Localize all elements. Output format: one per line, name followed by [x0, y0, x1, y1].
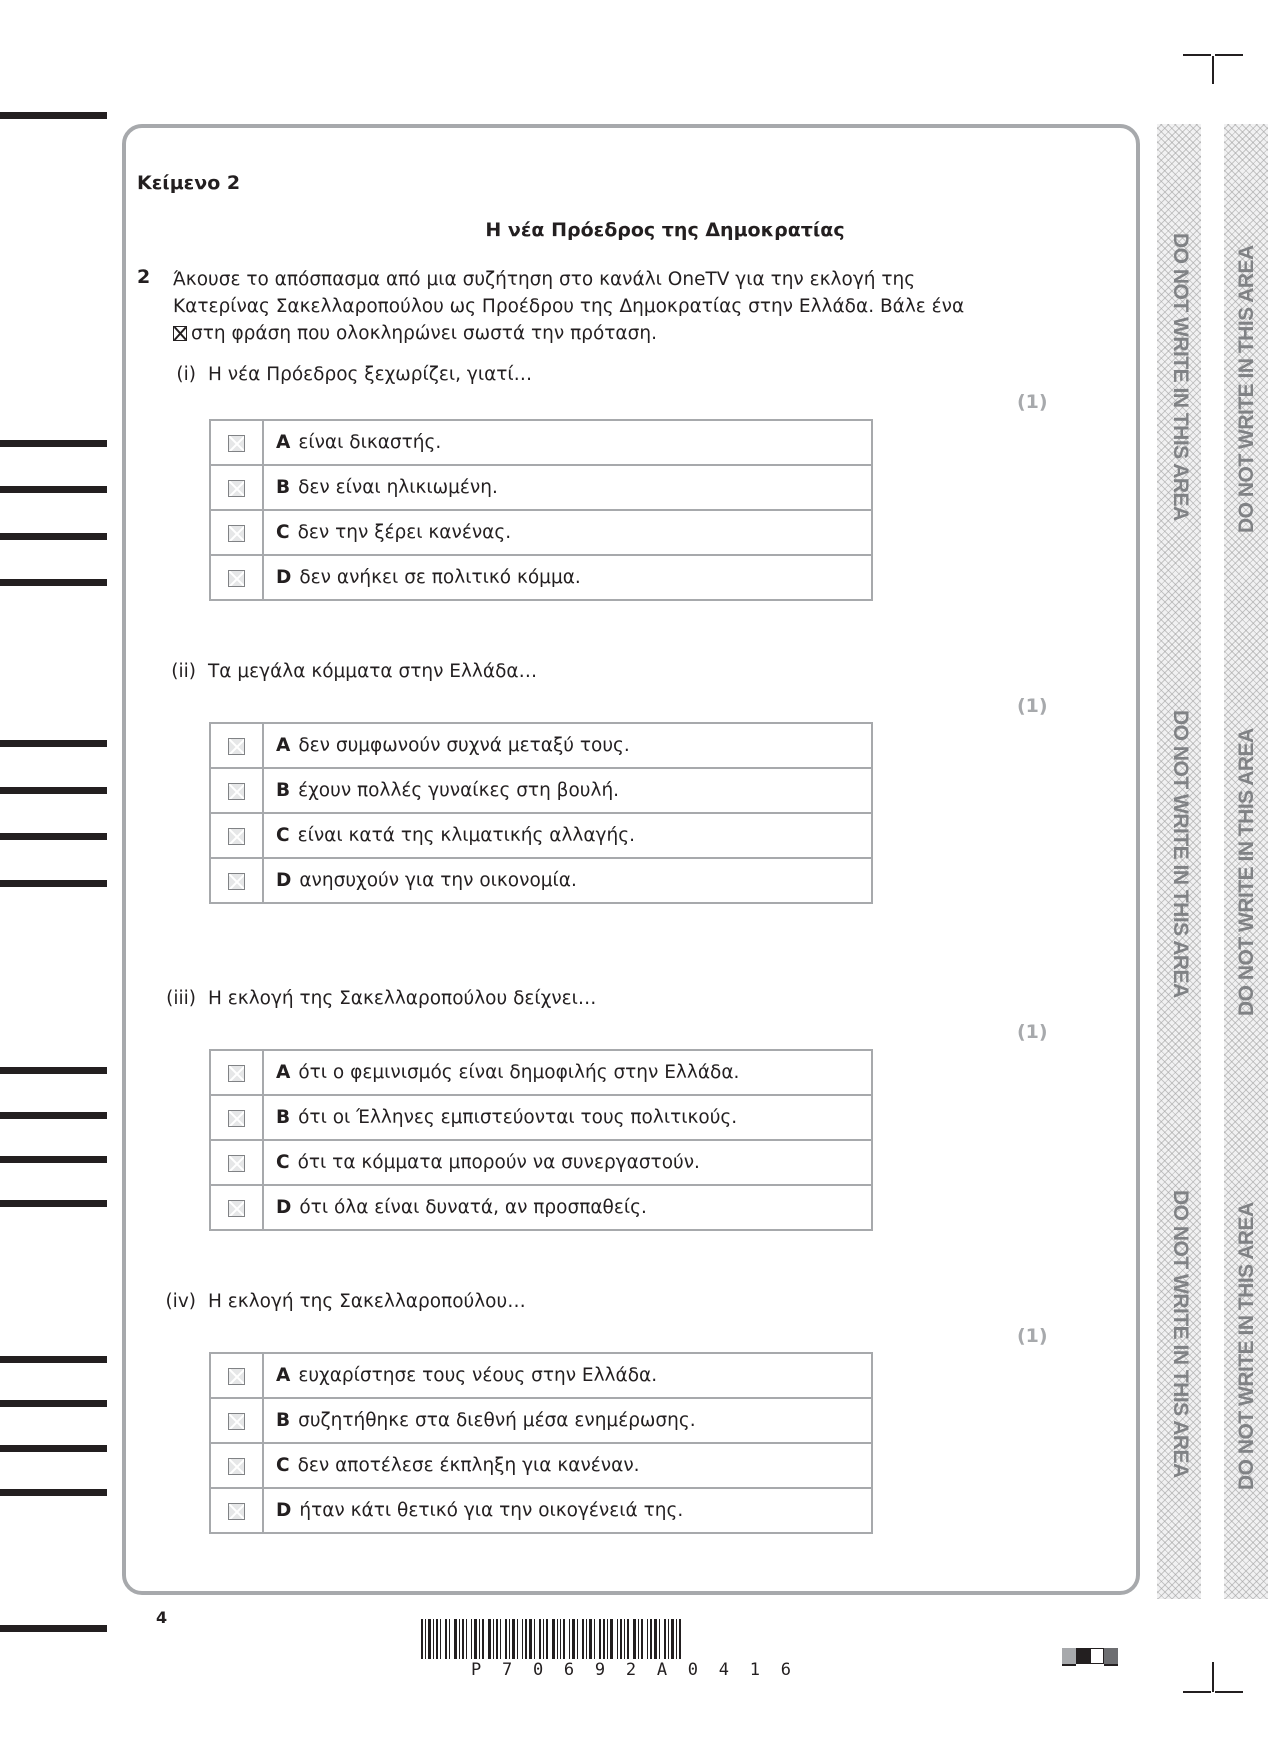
crop-mark-top — [1212, 56, 1214, 84]
page-title — [0, 219, 1268, 241]
instruction-line: Άκουσε το απόσπασμα από μια συζήτηση στο κανάλι OneTV για την εκλογή της — [173, 269, 916, 290]
answer-checkbox[interactable] — [228, 480, 245, 497]
answer-checkbox[interactable] — [228, 1155, 245, 1172]
registration-block — [1076, 1648, 1090, 1664]
margin-bar — [0, 787, 107, 794]
barcode — [421, 1619, 841, 1659]
option-row[interactable] — [210, 510, 872, 555]
option-text: ότι οι Έλληνες εμπιστεύονται τους πολιτικούς. — [298, 1107, 738, 1128]
margin-bar — [0, 1356, 107, 1363]
subquestion-stem — [166, 988, 597, 1009]
option-letter: B — [276, 1107, 291, 1128]
margin-bar — [0, 533, 107, 540]
option-text: ότι ο φεμινισμός είναι δημοφιλής στην Ελλάδα. — [298, 1062, 740, 1083]
option-row[interactable] — [210, 1443, 872, 1488]
option-row[interactable] — [210, 858, 872, 903]
subquestion-stem — [176, 364, 533, 385]
options-table — [209, 1049, 873, 1231]
answer-checkbox[interactable] — [228, 1503, 245, 1520]
margin-bar — [0, 1067, 107, 1074]
crop-mark-bottom — [1215, 1691, 1243, 1693]
answer-checkbox[interactable] — [228, 783, 245, 800]
option-letter: D — [276, 1197, 292, 1218]
margin-bar — [0, 1400, 107, 1407]
option-text: ότι όλα είναι δυνατά, αν προσπαθείς. — [299, 1197, 647, 1218]
option-text: ανησυχούν για την οικονομία. — [299, 870, 577, 891]
barcode-char: 0 — [687, 1660, 699, 1680]
instruction-line — [173, 320, 1003, 347]
option-row[interactable] — [210, 1398, 872, 1443]
crop-mark-top — [1183, 54, 1211, 56]
answer-checkbox[interactable] — [228, 873, 245, 890]
subquestion-text: Η εκλογή της Σακελλαροπούλου… — [208, 1291, 526, 1312]
marks-label: (1) — [1017, 1325, 1048, 1347]
options-table — [209, 419, 873, 601]
option-letter: B — [276, 780, 291, 801]
page-title-text: Η νέα Πρόεδρος της Δημοκρατίας — [485, 219, 845, 241]
option-row[interactable] — [210, 813, 872, 858]
subquestion-number: (iv) — [165, 1291, 196, 1312]
margin-bar — [0, 740, 107, 747]
options-table — [209, 722, 873, 904]
subquestion-text: Τα μεγάλα κόμματα στην Ελλάδα… — [208, 661, 538, 682]
margin-bar — [0, 440, 107, 447]
option-letter: D — [276, 870, 292, 891]
option-text: δεν ανήκει σε πολιτικό κόμμα. — [299, 567, 581, 588]
option-row[interactable] — [210, 1353, 872, 1398]
option-letter: C — [276, 522, 290, 543]
option-row[interactable] — [210, 1095, 872, 1140]
option-row[interactable] — [210, 555, 872, 600]
answer-checkbox[interactable] — [228, 1458, 245, 1475]
answer-checkbox[interactable] — [228, 570, 245, 587]
section-label: Κείμενο 2 — [137, 172, 241, 194]
barcode-char: 6 — [563, 1660, 575, 1680]
option-text: είναι κατά της κλιματικής αλλαγής. — [297, 825, 635, 846]
question-instruction — [173, 266, 1003, 347]
option-row[interactable] — [210, 1050, 872, 1095]
option-letter: C — [276, 1455, 290, 1476]
option-row[interactable] — [210, 1185, 872, 1230]
subquestion-number: (i) — [176, 364, 196, 385]
do-not-write-label: DO NOT WRITE IN THIS AREA — [1169, 710, 1192, 998]
option-text: είναι δικαστής. — [298, 432, 442, 453]
subquestion-text: Η εκλογή της Σακελλαροπούλου δείχνει… — [208, 988, 597, 1009]
margin-bar — [0, 1445, 107, 1452]
barcode-char: 6 — [780, 1660, 791, 1680]
barcode-char: P — [471, 1660, 482, 1680]
option-row[interactable] — [210, 1488, 872, 1533]
crop-mark-bottom — [1183, 1691, 1211, 1693]
answer-checkbox[interactable] — [228, 1200, 245, 1217]
option-letter: B — [276, 1410, 291, 1431]
margin-bar — [0, 1625, 107, 1632]
do-not-write-label: DO NOT WRITE IN THIS AREA — [1235, 245, 1258, 533]
option-letter: D — [276, 567, 292, 588]
answer-checkbox[interactable] — [228, 1368, 245, 1385]
do-not-write-label: DO NOT WRITE IN THIS AREA — [1169, 233, 1192, 521]
barcode-text — [421, 1660, 841, 1680]
option-row[interactable] — [210, 1140, 872, 1185]
subquestion-text: Η νέα Πρόεδρος ξεχωρίζει, γιατί… — [208, 364, 533, 385]
registration-block — [1062, 1648, 1076, 1666]
barcode-char: 9 — [594, 1660, 606, 1680]
option-text: ευχαρίστησε τους νέους στην Ελλάδα. — [298, 1365, 658, 1386]
margin-bar — [0, 1112, 107, 1119]
option-text: ότι τα κόμματα μπορούν να συνεργαστούν. — [297, 1152, 700, 1173]
subquestion-number: (iii) — [166, 988, 196, 1009]
option-row[interactable] — [210, 420, 872, 465]
option-text: έχουν πολλές γυναίκες στη βουλή. — [298, 780, 620, 801]
answer-checkbox[interactable] — [228, 435, 245, 452]
options-table — [209, 1352, 873, 1534]
barcode-char: 7 — [501, 1660, 513, 1680]
option-text: ήταν κάτι θετικό για την οικογένειά της. — [299, 1500, 684, 1521]
subquestion-number: (ii) — [171, 661, 196, 682]
option-letter: C — [276, 825, 290, 846]
do-not-write-label: DO NOT WRITE IN THIS AREA — [1169, 1190, 1192, 1478]
margin-bar — [0, 112, 107, 119]
answer-checkbox[interactable] — [228, 738, 245, 755]
margin-bar — [0, 880, 107, 887]
instruction-line: Κατερίνας Σακελλαροπούλου ως Προέδρου της Δημοκρατίας στην Ελλάδα. Βάλε ένα — [173, 296, 965, 317]
registration-block — [1104, 1648, 1118, 1666]
margin-bar — [0, 1489, 107, 1496]
answer-checkbox[interactable] — [228, 1065, 245, 1082]
option-text: συζητήθηκε στα διεθνή μέσα ενημέρωσης. — [298, 1410, 696, 1431]
cross-box-icon — [173, 326, 187, 341]
marks-label: (1) — [1017, 391, 1048, 413]
option-text: δεν την ξέρει κανένας. — [297, 522, 512, 543]
option-letter: B — [276, 477, 291, 498]
option-letter: D — [276, 1500, 292, 1521]
option-text: δεν αποτέλεσε έκπληξη για κανέναν. — [297, 1455, 640, 1476]
option-letter: A — [276, 735, 291, 756]
crop-mark-top — [1215, 54, 1243, 56]
option-text: δεν συμφωνούν συχνά μεταξύ τους. — [298, 735, 630, 756]
marks-label: (1) — [1017, 695, 1048, 717]
option-letter: C — [276, 1152, 290, 1173]
question-number: 2 — [137, 266, 151, 288]
margin-bar — [0, 579, 107, 586]
margin-bar — [0, 1156, 107, 1163]
registration-block — [1090, 1648, 1104, 1664]
option-text: δεν είναι ηλικιωμένη. — [298, 477, 498, 498]
instruction-line-text: στη φράση που ολοκληρώνει σωστά την πρόταση. — [191, 323, 657, 344]
barcode-char: 1 — [749, 1660, 760, 1680]
barcode-char: 0 — [532, 1660, 544, 1680]
margin-bar — [0, 486, 107, 493]
answer-checkbox[interactable] — [228, 525, 245, 542]
margin-bar — [0, 1200, 107, 1207]
print-registration-mark — [1062, 1648, 1118, 1666]
barcode-char: 2 — [625, 1660, 637, 1680]
crop-mark-bottom — [1212, 1662, 1214, 1692]
do-not-write-label: DO NOT WRITE IN THIS AREA — [1235, 1202, 1258, 1490]
option-letter: A — [276, 432, 291, 453]
subquestion-stem — [171, 661, 538, 682]
answer-checkbox[interactable] — [228, 828, 245, 845]
option-row[interactable] — [210, 768, 872, 813]
option-letter: A — [276, 1062, 291, 1083]
barcode-char: A — [656, 1660, 668, 1680]
option-row[interactable] — [210, 723, 872, 768]
option-letter: A — [276, 1365, 291, 1386]
option-row[interactable] — [210, 465, 872, 510]
answer-checkbox[interactable] — [228, 1413, 245, 1430]
page-number: 4 — [156, 1608, 168, 1627]
marks-label: (1) — [1017, 1021, 1048, 1043]
do-not-write-label: DO NOT WRITE IN THIS AREA — [1235, 728, 1258, 1016]
barcode-char: 4 — [718, 1660, 729, 1680]
subquestion-stem — [165, 1291, 526, 1312]
answer-checkbox[interactable] — [228, 1110, 245, 1127]
margin-bar — [0, 833, 107, 840]
